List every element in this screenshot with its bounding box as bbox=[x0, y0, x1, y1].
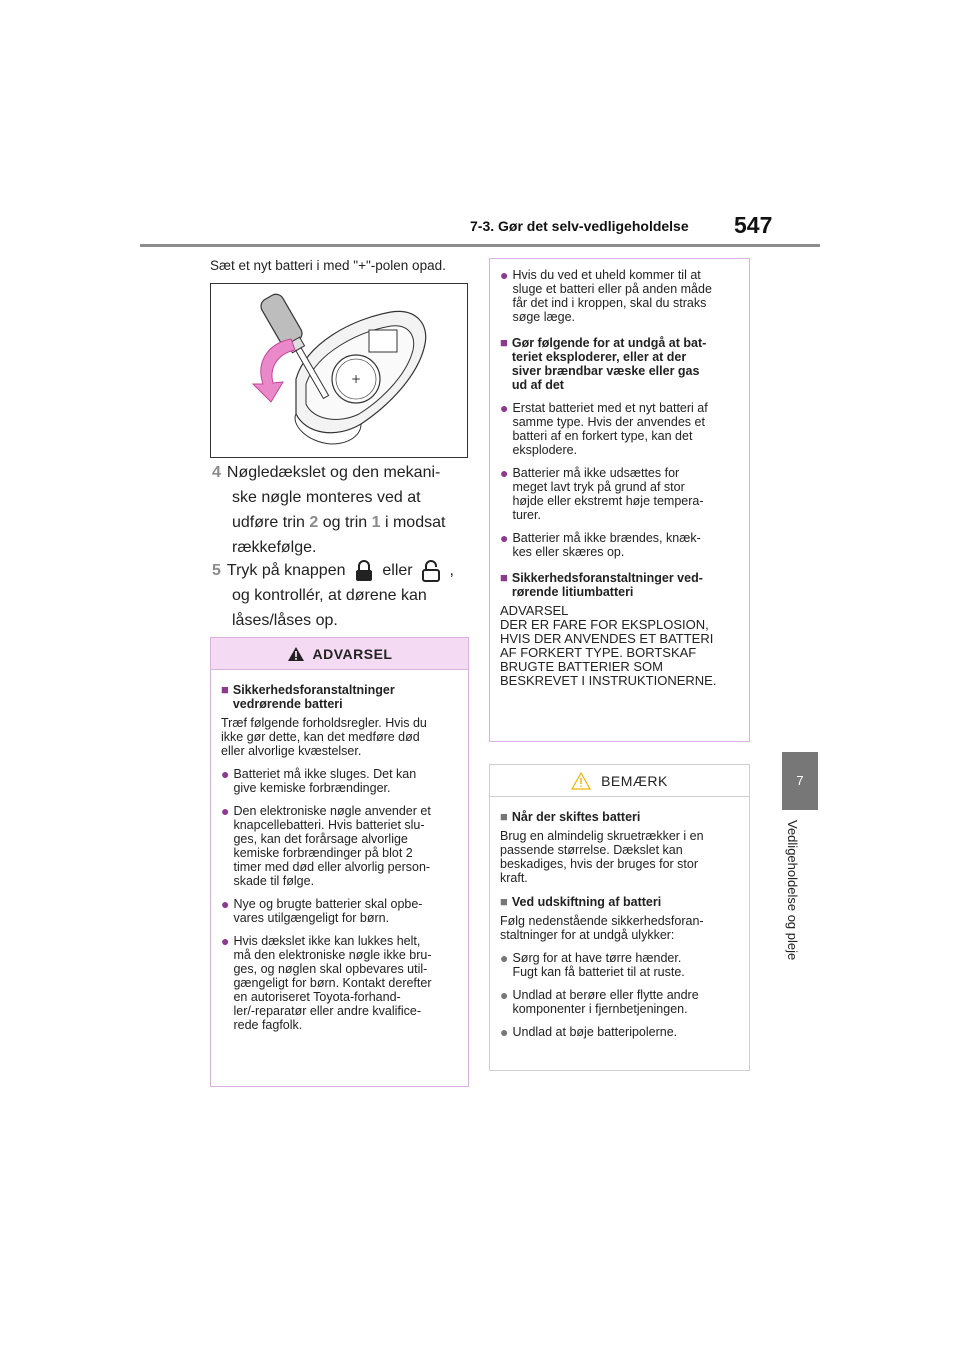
step-4-line3-b: og trin bbox=[318, 514, 372, 531]
bullet-icon: ● bbox=[500, 530, 509, 546]
bullet-icon: ● bbox=[221, 766, 230, 782]
bullet-icon: ● bbox=[500, 267, 509, 283]
warning-heading-text: Gør følgende for at undgå at bat- teriet eksploderer, eller at der siver brændbar væske eller gas ud af det bbox=[511, 336, 707, 392]
step-4-line2: ske nøgle monteres ved at bbox=[232, 489, 421, 506]
intro-text: Sæt et nyt batteri i med "+"-polen opad. bbox=[210, 258, 446, 273]
bullet-icon: ● bbox=[500, 987, 509, 1003]
chapter-tab: 7 bbox=[782, 752, 818, 810]
step-4-line3-a: udføre trin bbox=[232, 514, 310, 531]
list-item-text: Den elektroniske nøgle anvender et knapcellebatteri. Hvis batteriet slu- ges, kan det forårsage alvorlige kemiske forbrændinger på blot 2 timer med død eller alvorlig person- skade til følge. bbox=[233, 804, 431, 888]
list-item-text: Batterier må ikke udsættes for meget lavt tryk på grund af stor højde eller ekstremt høje tempera- turer. bbox=[512, 466, 704, 522]
notice-heading bbox=[500, 895, 739, 909]
list-item-text: Batterier må ikke brændes, knæk- kes eller skæres op. bbox=[512, 531, 701, 559]
list-item-text: Batteriet må ikke sluges. Det kan give kemiske forbrændinger. bbox=[233, 767, 417, 795]
warning-text: ADVARSEL DER ER FARE FOR EKSPLOSION, HVIS DER ANVENDES ET BATTERI AF FORKERT TYPE. BORTSKAF BRUGTE BATTERIER SOM BESKREVET I INSTRUKTIONERNE. bbox=[500, 603, 717, 688]
list-item-text: Erstat batteriet med et nyt batteri af samme type. Hvis der anvendes et batteri af en forkert type, kan det eksplodere. bbox=[512, 401, 708, 457]
square-bullet-icon: ■ bbox=[500, 894, 508, 909]
list-item bbox=[500, 466, 739, 522]
notice-text: Følg nedenstående sikkerhedsforan- staltninger for at undgå ulykker: bbox=[500, 914, 704, 942]
notice-heading-text: Når der skiftes batteri bbox=[511, 810, 641, 824]
step-5-line1c: , bbox=[445, 562, 454, 580]
list-item bbox=[500, 268, 739, 324]
warning-box bbox=[210, 637, 469, 1087]
lock-icon bbox=[354, 560, 374, 582]
notice-box bbox=[489, 764, 750, 1071]
list-item-text: Hvis dækslet ikke kan lukkes helt, må den elektroniske nøgle ikke bru- ges, og nøglen skal opbevares util- gængeligt for børn. Kontakt derefter en autoriseret Toyota-forhand- ler/-reparatør eller andre kvalifice- rede fagfolk. bbox=[233, 934, 432, 1032]
square-bullet-icon: ■ bbox=[500, 809, 508, 824]
warning-title: ADVARSEL bbox=[312, 645, 393, 662]
section-title: 7-3. Gør det selv-vedligeholdelse bbox=[470, 218, 689, 234]
list-item bbox=[221, 767, 458, 795]
bullet-icon: ● bbox=[500, 400, 509, 416]
list-item bbox=[500, 951, 739, 979]
list-item-text: Hvis du ved et uheld kommer til at sluge et batteri eller på anden måde får det ind i kroppen, skal du straks søge læge. bbox=[512, 268, 712, 324]
chapter-label-text: Vedligeholdelse og pleje bbox=[785, 820, 800, 961]
list-item bbox=[500, 1025, 739, 1039]
list-item-text: Sørg for at have tørre hænder. Fugt kan få batteriet til at ruste. bbox=[512, 951, 685, 979]
notice-heading-text: Ved udskiftning af batteri bbox=[511, 895, 662, 909]
step-5-number: 5 bbox=[212, 562, 221, 580]
battery-illustration bbox=[210, 283, 468, 458]
notice-text: Brug en almindelig skruetrækker i en passende størrelse. Dækslet kan beskadiges, hvis der bruges for stor kraft. bbox=[500, 829, 704, 885]
warning-header bbox=[211, 638, 468, 670]
bullet-icon: ● bbox=[221, 896, 230, 912]
square-bullet-icon: ■ bbox=[221, 682, 229, 697]
step-ref-2: 2 bbox=[309, 514, 319, 531]
step-5-line3: låses/låses op. bbox=[232, 612, 338, 630]
header-rule bbox=[140, 244, 820, 247]
list-item bbox=[500, 988, 739, 1016]
step-4-line1: Nøgledækslet og den mekani- bbox=[226, 464, 441, 481]
list-item-text: Nye og brugte batterier skal opbe- vares utilgængeligt for børn. bbox=[233, 897, 423, 925]
bullet-icon: ● bbox=[500, 1024, 509, 1040]
notice-heading bbox=[500, 810, 739, 824]
list-item bbox=[221, 934, 458, 1032]
square-bullet-icon: ■ bbox=[500, 570, 508, 585]
square-bullet-icon: ■ bbox=[500, 335, 508, 350]
bullet-icon: ● bbox=[500, 465, 509, 481]
warning-heading bbox=[221, 683, 458, 711]
list-item bbox=[500, 401, 739, 457]
list-item-text: Undlad at berøre eller flytte andre komponenter i fjernbetjeningen. bbox=[512, 988, 699, 1016]
svg-text:+: + bbox=[351, 372, 362, 386]
list-item bbox=[221, 804, 458, 888]
warning-heading bbox=[500, 571, 739, 599]
warning-heading-text: Sikkerhedsforanstaltninger ved- rørende litiumbatteri bbox=[511, 571, 703, 599]
step-5-line2: og kontrollér, at dørene kan bbox=[232, 587, 427, 605]
warning-box-continued bbox=[489, 258, 750, 742]
page-number: 547 bbox=[734, 212, 773, 238]
step-5-line1b: eller bbox=[377, 562, 418, 580]
unlock-icon bbox=[421, 560, 441, 582]
warning-heading bbox=[500, 336, 739, 392]
step-4-line4: rækkefølge. bbox=[232, 539, 317, 556]
bullet-icon: ● bbox=[500, 950, 509, 966]
warning-text: Træf følgende forholdsregler. Hvis du ikke gør dette, kan det medføre død eller alvorlige kvæstelser. bbox=[221, 716, 427, 758]
list-item bbox=[221, 897, 458, 925]
notice-header bbox=[490, 765, 749, 797]
warning-triangle-icon bbox=[287, 646, 305, 662]
notice-title: BEMÆRK bbox=[601, 772, 668, 789]
list-item-text: Undlad at bøje batteripolerne. bbox=[512, 1025, 678, 1039]
step-5 bbox=[212, 560, 472, 632]
bullet-icon: ● bbox=[221, 803, 230, 819]
key-battery-drawing bbox=[211, 284, 467, 457]
step-4 bbox=[212, 462, 472, 559]
bullet-icon: ● bbox=[221, 933, 230, 949]
step-4-line3 bbox=[212, 512, 472, 534]
notice-triangle-icon bbox=[571, 772, 591, 790]
step-ref-1: 1 bbox=[371, 514, 381, 531]
step-5-line1a: Tryk på knappen bbox=[226, 562, 350, 580]
chapter-label bbox=[760, 820, 840, 1000]
step-4-number: 4 bbox=[212, 464, 221, 481]
list-item bbox=[500, 531, 739, 559]
warning-heading-text: Sikkerhedsforanstaltninger vedrørende batteri bbox=[232, 683, 395, 711]
step-4-line3-c: i modsat bbox=[380, 514, 446, 531]
